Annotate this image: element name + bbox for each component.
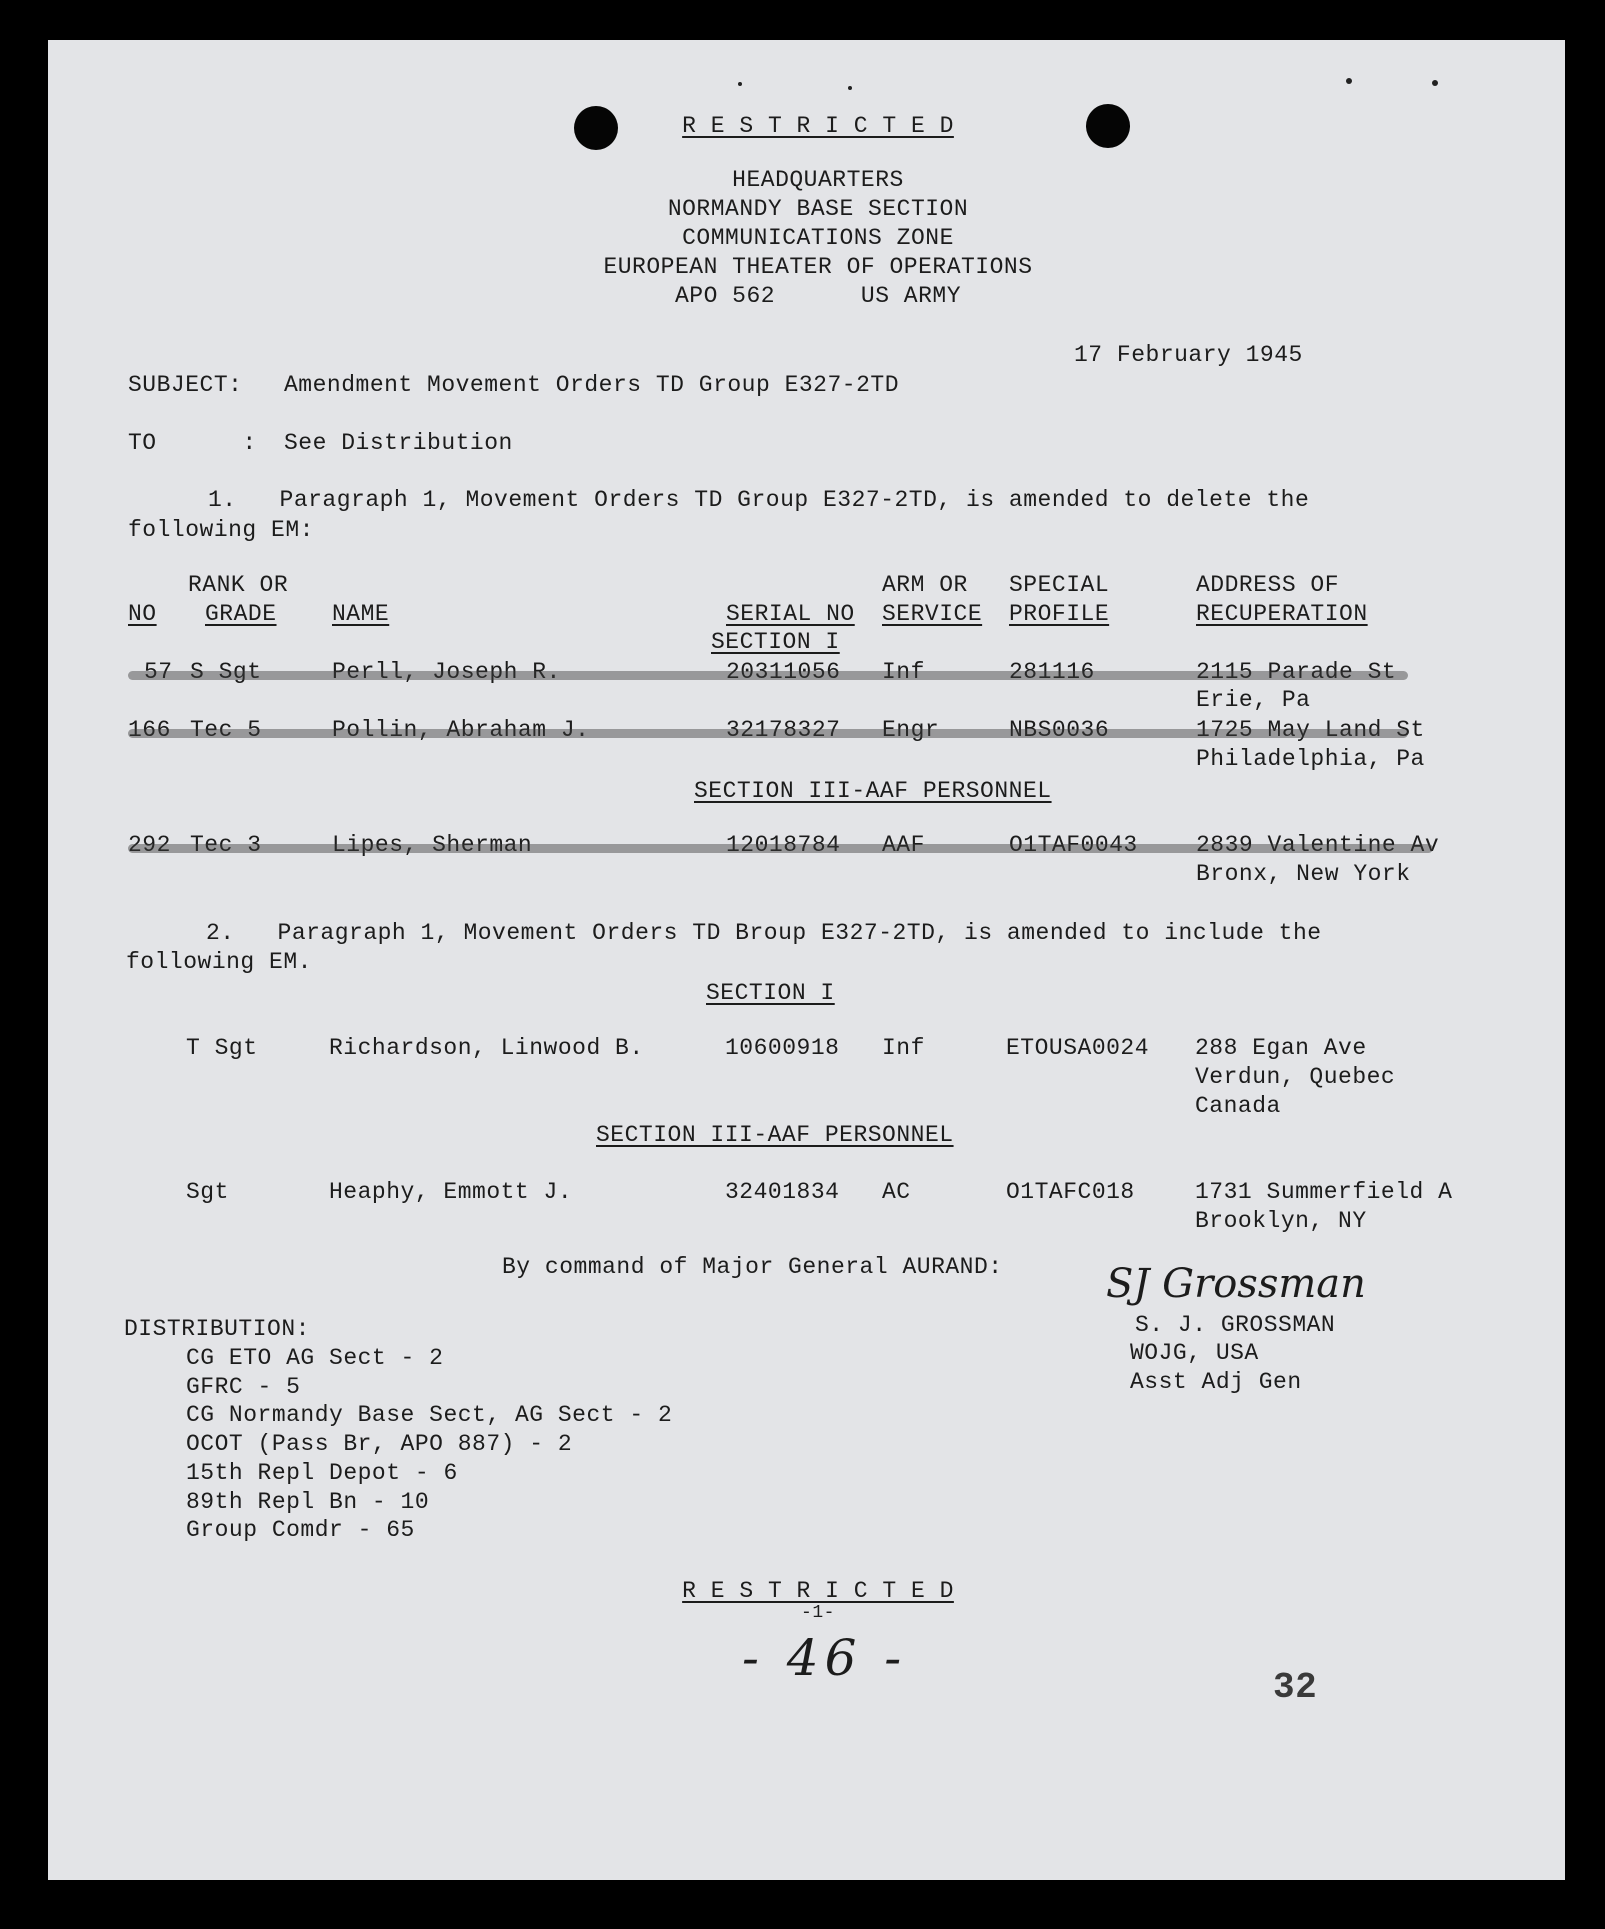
row-address-1: 1731 Summerfield A (1195, 1179, 1453, 1205)
row-profile: NBS0036 (1009, 717, 1110, 743)
row-address-3: Canada (1195, 1093, 1281, 1119)
header-special-bottom: PROFILE (1009, 601, 1110, 627)
row-profile: O1TAFC018 (1006, 1179, 1135, 1205)
row-address-1: 1725 May Land St (1196, 717, 1425, 743)
row-serial: 10600918 (725, 1035, 840, 1061)
classification-bottom: R E S T R I C T E D (682, 1578, 954, 1604)
row-no: 292 (128, 832, 171, 858)
row-name: Richardson, Linwood B. (329, 1035, 644, 1061)
speck (1432, 80, 1438, 86)
row-arm: Inf (882, 659, 925, 685)
distribution-item: CG Normandy Base Sect, AG Sect - 2 (186, 1402, 673, 1428)
header-no: NO (128, 601, 157, 627)
row-no: 57 (144, 659, 173, 685)
paragraph-1-line-1: 1. Paragraph 1, Movement Orders TD Group E327-2TD, is amended to delete the (208, 487, 1310, 513)
row-name: Lipes, Sherman (332, 832, 533, 858)
header-name: NAME (332, 601, 390, 627)
document-date: 17 February 1945 (1074, 342, 1303, 368)
org-line-1: HEADQUARTERS (732, 167, 904, 193)
document-page (48, 40, 1565, 1880)
distribution-item: CG ETO AG Sect - 2 (186, 1345, 444, 1371)
row-profile: O1TAF0043 (1009, 832, 1138, 858)
command-line: By command of Major General AURAND: (502, 1254, 1003, 1280)
row-address-2: Philadelphia, Pa (1196, 746, 1425, 772)
distribution-item: 15th Repl Depot - 6 (186, 1460, 458, 1486)
distribution-item: OCOT (Pass Br, APO 887) - 2 (186, 1431, 573, 1457)
strike-through (128, 729, 1408, 738)
deleted-section-1-title: SECTION I (711, 629, 840, 655)
row-address-1: 2115 Parade St (1196, 659, 1397, 685)
subject-text: Amendment Movement Orders TD Group E327-2TD (284, 372, 899, 398)
strike-through (128, 671, 1408, 680)
handwritten-page-number: - 46 - (742, 1629, 908, 1687)
row-arm: AAF (882, 832, 925, 858)
row-profile: 281116 (1009, 659, 1095, 685)
row-serial: 20311056 (726, 659, 841, 685)
row-arm: Inf (882, 1035, 925, 1061)
row-arm: AC (882, 1179, 911, 1205)
row-address-2: Verdun, Quebec (1195, 1064, 1396, 1090)
header-arm-bottom: SERVICE (882, 601, 983, 627)
signature-name: S. J. GROSSMAN (1135, 1312, 1336, 1338)
row-name: Perll, Joseph R. (332, 659, 561, 685)
subject-label: SUBJECT: (128, 372, 243, 398)
org-line-4: EUROPEAN THEATER OF OPERATIONS (603, 254, 1033, 280)
to-text: See Distribution (284, 430, 513, 456)
row-name: Heaphy, Emmott J. (329, 1179, 573, 1205)
org-line-2: NORMANDY BASE SECTION (667, 196, 969, 222)
punch-hole-right (1086, 104, 1130, 148)
distribution-label: DISTRIBUTION: (124, 1316, 310, 1342)
row-name: Pollin, Abraham J. (332, 717, 590, 743)
row-grade: Sgt (186, 1179, 229, 1205)
speck (848, 86, 852, 90)
distribution-item: GFRC - 5 (186, 1374, 301, 1400)
row-grade: Tec 3 (190, 832, 262, 858)
row-serial: 12018784 (726, 832, 841, 858)
signature-rank: WOJG, USA (1130, 1340, 1259, 1366)
row-grade: S Sgt (190, 659, 262, 685)
header-address-bottom: RECUPERATION (1196, 601, 1368, 627)
distribution-item: 89th Repl Bn - 10 (186, 1489, 430, 1515)
header-arm-top: ARM OR (882, 572, 968, 598)
handwritten-signature: SJ Grossman (1106, 1261, 1366, 1307)
to-label: TO : (128, 430, 257, 456)
header-special-top: SPECIAL (1009, 572, 1110, 598)
row-address-2: Erie, Pa (1196, 687, 1311, 713)
row-serial: 32401834 (725, 1179, 840, 1205)
row-address-1: 2839 Valentine Av (1196, 832, 1440, 858)
org-line-5: APO 562 US ARMY (674, 283, 962, 309)
header-rank-top: RANK OR (188, 572, 289, 598)
speck (738, 82, 742, 86)
row-serial: 32178327 (726, 717, 841, 743)
row-address-2: Bronx, New York (1196, 861, 1411, 887)
paragraph-2-line-1: 2. Paragraph 1, Movement Orders TD Broup E327-2TD, is amended to include the (206, 920, 1322, 946)
header-address-top: ADDRESS OF (1196, 572, 1340, 598)
classification-top: R E S T R I C T E D (682, 113, 954, 139)
speck (1346, 78, 1352, 84)
deleted-section-3-title: SECTION III-AAF PERSONNEL (694, 778, 1052, 804)
included-section-3-title: SECTION III-AAF PERSONNEL (596, 1122, 954, 1148)
paragraph-1-line-2: following EM: (128, 517, 314, 543)
row-no: 166 (128, 717, 171, 743)
header-serial: SERIAL NO (726, 601, 855, 627)
row-arm: Engr (882, 717, 940, 743)
row-profile: ETOUSA0024 (1006, 1035, 1150, 1061)
row-grade: Tec 5 (190, 717, 262, 743)
header-grade: GRADE (205, 601, 277, 627)
included-section-1-title: SECTION I (706, 980, 835, 1006)
signature-title: Asst Adj Gen (1130, 1369, 1302, 1395)
stamped-page-number: 32 (1273, 1667, 1318, 1708)
row-grade: T Sgt (186, 1035, 258, 1061)
distribution-item: Group Comdr - 65 (186, 1517, 415, 1543)
row-address-2: Brooklyn, NY (1195, 1208, 1367, 1234)
page-marker: -1- (801, 1603, 835, 1623)
strike-through (128, 844, 1433, 853)
paragraph-2-line-2: following EM. (126, 949, 312, 975)
org-line-3: COMMUNICATIONS ZONE (682, 225, 954, 251)
row-address-1: 288 Egan Ave (1195, 1035, 1367, 1061)
